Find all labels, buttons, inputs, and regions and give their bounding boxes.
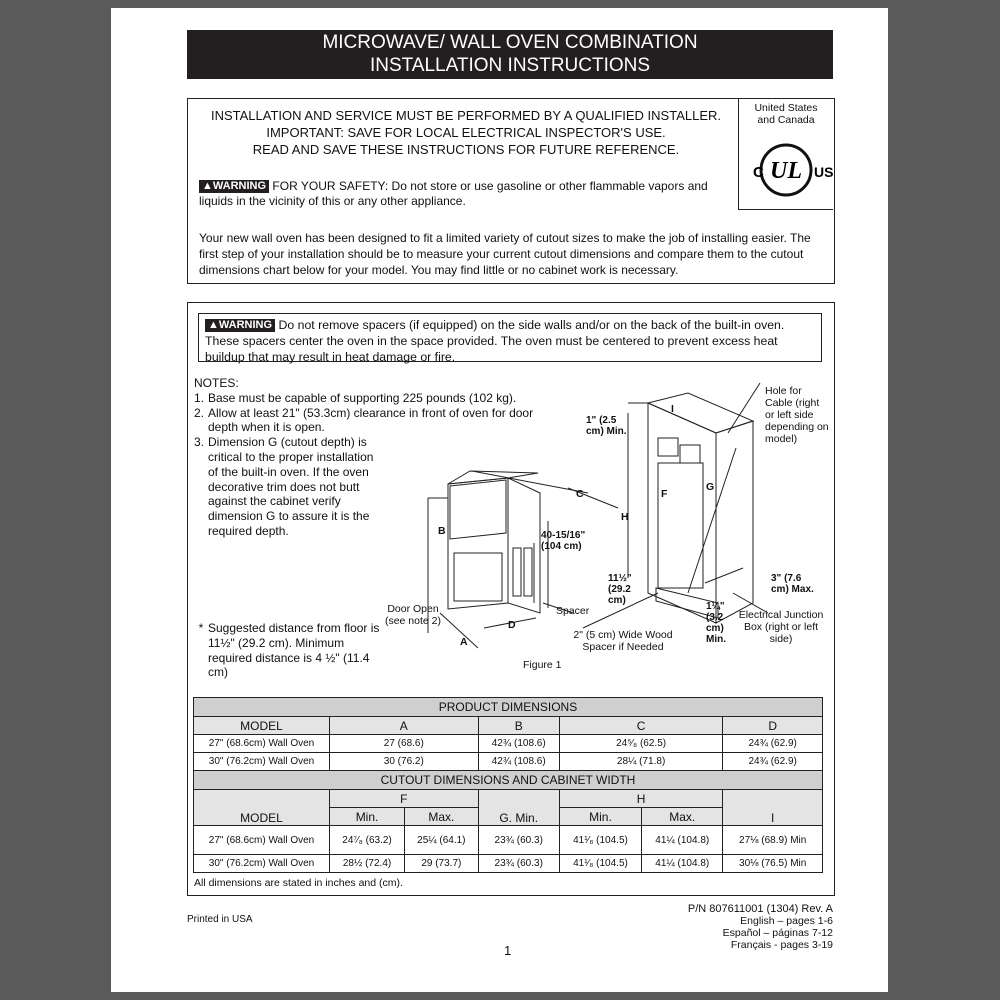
printed-in: Printed in USA — [187, 914, 253, 925]
door-open-label: Door Open (see note 2) — [384, 603, 442, 627]
spacer-label: Spacer — [556, 605, 590, 617]
note-text: Dimension G (cutout depth) is critical to the proper installation of the built-in oven. If the oven decorative trim does not butt against the cabinet verify dimension G to assure it is the required depth. — [208, 435, 374, 538]
table-cell: 42¾ (108.6) — [478, 753, 559, 771]
suggested-text: Suggested distance from floor is 11½" (29.2 cm). Minimum required distance is 4 ½" (11.4 cm) — [208, 621, 380, 680]
ul-listing-mark-icon — [739, 126, 833, 206]
page-number: 1 — [504, 943, 512, 958]
note-num: 2. — [194, 405, 205, 420]
table-cell: 29 (73.7) — [405, 855, 479, 873]
inspector-line: IMPORTANT: SAVE FOR LOCAL ELECTRICAL INSPECTOR'S USE. — [266, 125, 666, 140]
oven-top — [448, 471, 538, 484]
cutout-col-h-min: Min. — [559, 808, 641, 826]
installation-main-box — [187, 302, 835, 896]
document-page — [111, 8, 888, 992]
table-cell: 30" (76.2cm) Wall Oven — [194, 855, 330, 873]
table-row — [194, 855, 823, 873]
dimensions-table — [193, 697, 823, 873]
col-d: D — [723, 717, 823, 735]
note-num: 1. — [194, 390, 205, 405]
max-gap-label: 3" (7.6 cm) Max. — [771, 573, 814, 595]
col-c: C — [559, 717, 723, 735]
cert-us: US — [814, 164, 833, 180]
table-row — [194, 735, 823, 753]
certification-region — [739, 102, 833, 126]
cutout-col-f-max: Max. — [405, 808, 479, 826]
part-number-block — [688, 903, 833, 951]
suggested-bullet: * — [198, 621, 204, 635]
spanish-pages: Español – páginas 7-12 — [722, 927, 833, 939]
col-a: A — [330, 717, 479, 735]
cert-region-line-1: United States — [754, 102, 818, 114]
cert-ul: UL — [770, 158, 802, 184]
table-cell: 27 (68.6) — [330, 735, 479, 753]
table-cell: 30" (76.2cm) Wall Oven — [194, 753, 330, 771]
cutout-col-h-max: Max. — [642, 808, 723, 826]
table-cell: 41¹⁄₈ (104.5) — [559, 826, 641, 855]
dimension-f-label: F — [661, 488, 668, 500]
page-title-banner — [187, 30, 833, 79]
safety-warning — [199, 179, 719, 209]
dimension-h-label: H — [621, 511, 629, 523]
table-cell: 27" (68.6cm) Wall Oven — [194, 826, 330, 855]
cutout-col-i: I — [723, 790, 823, 826]
dimension-i-label: I — [671, 403, 674, 415]
table-cell: 24⁵⁄₈ (62.5) — [559, 735, 723, 753]
height-dimension-label: 40-15/16" (104 cm) — [541, 530, 586, 552]
part-number: P/N 807611001 (1304) Rev. A — [687, 903, 833, 915]
table-cell: 41¹⁄₈ (104.5) — [559, 855, 641, 873]
note-text: Base must be capable of supporting 225 pounds (102 kg). — [208, 390, 517, 405]
table-cell: 28½ (72.4) — [330, 855, 405, 873]
table-cell: 30⅛ (76.5) Min — [723, 855, 823, 873]
oven-window — [454, 553, 502, 601]
english-pages: English – pages 1-6 — [740, 915, 833, 927]
cutout-col-g: G. Min. — [478, 790, 559, 826]
french-pages: Français - pages 3-19 — [730, 939, 833, 951]
note-num: 3. — [194, 435, 205, 450]
title-line-1: MICROWAVE/ WALL OVEN COMBINATION — [322, 32, 698, 53]
table-row — [194, 826, 823, 855]
table-cell: 27" (68.6cm) Wall Oven — [194, 735, 330, 753]
dimension-a-label: A — [460, 636, 468, 648]
cutout-col-f: F — [330, 790, 479, 808]
certification-box — [738, 99, 833, 210]
dimension-b-label: B — [438, 525, 446, 537]
dimensions-footnote: All dimensions are stated in inches and (cm). — [194, 877, 403, 889]
top-clearance-label: 1" (2.5 cm) Min. — [586, 415, 627, 437]
dimension-c-label: C — [576, 488, 584, 500]
oven-front-outline — [448, 478, 508, 609]
table-cell: 23¾ (60.3) — [478, 826, 559, 855]
table-cell: 24⁷⁄₈ (63.2) — [330, 826, 405, 855]
spacer-warning-text: Do not remove spacers (if equipped) on the side walls and/or on the back of the built-in oven. These spacers center the oven in the space provided. The oven must be centered to prevent excess heat buildup that may result in heat damage or fire. — [205, 318, 785, 364]
table-cell: 41¼ (104.8) — [642, 855, 723, 873]
table-cell: 27⅛ (68.9) Min — [723, 826, 823, 855]
min-gap-label: 1¼" (3.2 cm) Min. — [706, 601, 726, 645]
cutout-col-model: MODEL — [194, 790, 330, 826]
junction-box-label: Electrical Junction Box (right or left side) — [738, 609, 824, 645]
cert-c: C — [753, 164, 764, 181]
intro-paragraph: Your new wall oven has been designed to fit a limited variety of cutout sizes to make the job of installing easier. The first step of your installation should be to measure your current cutout dimensions and compare them to the cutout dimensions chart below for your model. You may find little or no cabinet work is necessary. — [199, 231, 811, 277]
col-model: MODEL — [194, 717, 330, 735]
cutout-table-title: CUTOUT DIMENSIONS AND CABINET WIDTH — [194, 771, 823, 790]
cable-hole-label: Hole for Cable (right or left side depending on model) — [765, 385, 829, 445]
warning-badge: ▲WARNING — [205, 319, 275, 332]
dimension-g-label: G — [706, 481, 715, 493]
table-cell: 24¾ (62.9) — [723, 735, 823, 753]
cutout-col-f-min: Min. — [330, 808, 405, 826]
figure-caption: Figure 1 — [523, 659, 562, 671]
col-b: B — [478, 717, 559, 735]
safety-text: FOR YOUR SAFETY: Do not store or use gasoline or other flammable vapors and liquids in the vicinity of this or any other appliance. — [199, 179, 708, 208]
notes-title: NOTES: — [194, 376, 239, 390]
table-cell: 28¼ (71.8) — [559, 753, 723, 771]
table-cell: 25¼ (64.1) — [405, 826, 479, 855]
cert-region-line-2: and Canada — [757, 114, 815, 126]
product-table-title: PRODUCT DIMENSIONS — [194, 698, 823, 717]
cabinet-top — [648, 393, 753, 433]
save-instructions-line: READ AND SAVE THESE INSTRUCTIONS FOR FUTURE REFERENCE. — [252, 142, 680, 157]
cutout-col-h: H — [559, 790, 723, 808]
wood-spacer-label: 2" (5 cm) Wide Wood Spacer if Needed — [573, 629, 673, 653]
microwave-door — [450, 480, 506, 539]
intro-box — [187, 98, 835, 284]
table-cell: 30 (76.2) — [330, 753, 479, 771]
qualified-installer-line: INSTALLATION AND SERVICE MUST BE PERFORMED BY A QUALIFIED INSTALLER. — [210, 108, 722, 123]
note-text: Allow at least 21" (53.3cm) clearance in front of oven for door depth when it is open. — [208, 405, 534, 435]
table-cell: 41¼ (104.8) — [642, 826, 723, 855]
title-line-2: INSTALLATION INSTRUCTIONS — [369, 55, 651, 76]
dimension-d-label: D — [508, 619, 516, 631]
important-notice — [188, 107, 744, 158]
warning-badge: ▲WARNING — [199, 180, 269, 193]
table-cell: 42¾ (108.6) — [478, 735, 559, 753]
table-row — [194, 753, 823, 771]
table-cell: 23¾ (60.3) — [478, 855, 559, 873]
table-cell: 24¾ (62.9) — [723, 753, 823, 771]
floor-distance-label: 11½" (29.2 cm) — [608, 573, 632, 606]
